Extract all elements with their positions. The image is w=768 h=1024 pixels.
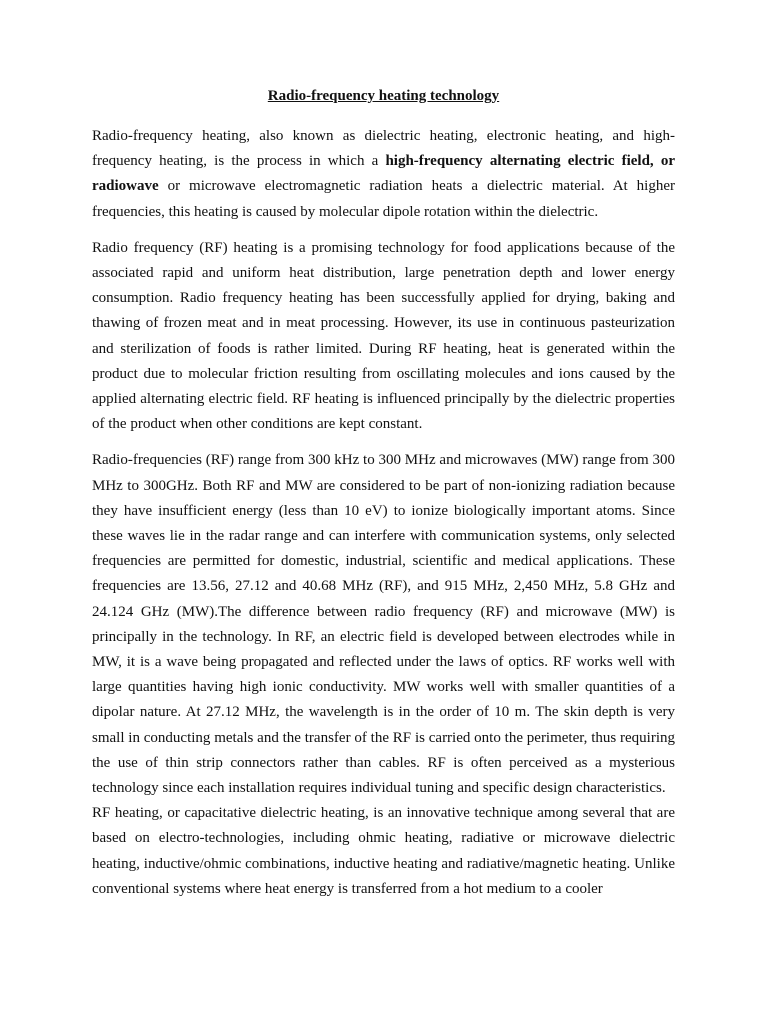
paragraph-rf-food-applications: Radio frequency (RF) heating is a promising technology for food applications because of the associated rapid and uniform heat distribution, large penetration depth and lower energy consumption. Radio frequency heating has been successfully applied for drying, baking and thawing of frozen meat and in meat processing. However, its use in continuous pasteurization and sterilization of foods is rather limited. During RF heating, heat is generated within the product due to molecular friction resulting from oscillating molecules and ions caused by the applied alternating electric field. RF heating is influenced principally by the dielectric properties of the product when other conditions are kept constant. [92, 239, 675, 433]
paragraph-intro-bold-text: high-frequency alternating electric field, or radiowave [92, 153, 675, 195]
paragraph-capacitative-heating: RF heating, or capacitative dielectric heating, is an innovative technique among several that are based on electro-technologies, including ohmic heating, radiative or microwave dielectric heating, inductive/ohmic combinations, inductive heating and radiative/magnetic heating. Unlike conventional systems where heat energy is transferred from a hot medium to a cooler [92, 805, 675, 897]
paragraph-intro-text-end: or microwave electromagnetic radiation heats a dielectric material. At higher frequencies, this heating is caused by molecular dipole rotation within the dielectric. [92, 178, 675, 220]
document-page [92, 85, 675, 902]
paragraph-intro-text-start: Radio-frequency heating, also known as dielectric heating, electronic heating, and high-frequency heating, is the process in which a [92, 128, 675, 170]
document-title: Radio-frequency heating technology [267, 88, 500, 104]
paragraph-intro [92, 124, 675, 225]
paragraph-frequency-ranges: Radio-frequencies (RF) range from 300 kHz to 300 MHz and microwaves (MW) range from 300 MHz to 300GHz. Both RF and MW are considered to be part of non-ionizing radiation because they have insufficient energy (less than 10 eV) to ionize biologically important atoms. Since these waves lie in the radar range and can interfere with communication systems, only selected frequencies are permitted for domestic, industrial, scientific and medical applications. These frequencies are 13.56, 27.12 and 40.68 MHz (RF), and 915 MHz, 2,450 MHz, 5.8 GHz and 24.124 GHz (MW).The difference between radio frequency (RF) and microwave (MW) is principally in the technology. In RF, an electric field is developed between electrodes while in MW, it is a wave being propagated and reflected under the laws of optics. RF works well with large quantities having high ionic conductivity. MW works well with smaller quantities of a dipolar nature. At 27.12 MHz, the wavelength is in the order of 10 m. The skin depth is very small in conducting metals and the transfer of the RF is carried onto the perimeter, thus requiring the use of thin strip connectors rather than cables. RF is often perceived as a mysterious technology since each installation requires individual tuning and specific design characteristics. [92, 452, 675, 797]
